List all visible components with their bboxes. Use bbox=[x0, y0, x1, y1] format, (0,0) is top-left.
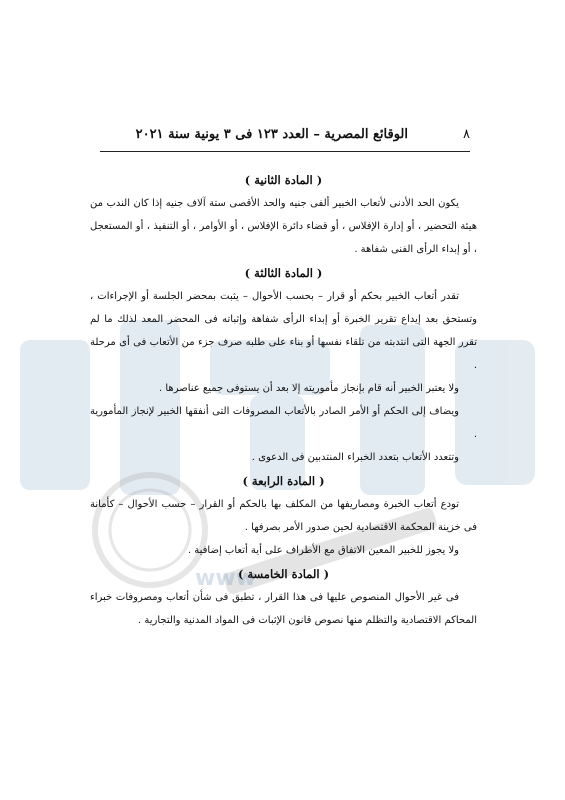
page-header bbox=[100, 123, 470, 152]
article-paragraph: ولا يعتبر الخبير أنه قام بإنجاز مأموريته إلا بعد أن يستوفى جميع عناصرها . bbox=[159, 383, 459, 394]
article-five bbox=[90, 562, 477, 632]
article-paragraph: فى غير الأحوال المنصوص عليها فى هذا القرار ، تطبق فى شأن أتعاب ومصروفات خبراء المحاكم الاقتصادية والتظلم منها نصوص قانون الإثبات فى المواد المدنية والتجارية . bbox=[90, 592, 477, 626]
gazette-issue-title: الوقائع المصرية – العدد ١٢٣ فى ٣ يونية سنة ٢٠٢١ bbox=[135, 127, 408, 142]
article-paragraph: ويضاف إلى الحكم أو الأمر الصادر بالأتعاب المصروفات التى أنفقها الخبير لإنجاز المأمورية . bbox=[90, 406, 477, 440]
article-heading: ( المادة الخامسة ) bbox=[237, 567, 330, 581]
article-paragraph: تودع أتعاب الخبرة ومصاريفها من المكلف بها بالحكم أو القرار – حسب الأحوال – كأمانة فى خزينة المحكمة الاقتصادية لحين صدور الأمر بصرفها . bbox=[90, 499, 477, 533]
article-three bbox=[90, 261, 477, 469]
article-heading: ( المادة الثانية ) bbox=[244, 173, 323, 187]
article-paragraph: ولا يجوز للخبير المعين الاتفاق مع الأطراف على أية أتعاب إضافية . bbox=[187, 545, 459, 556]
article-heading: ( المادة الرابعة ) bbox=[242, 474, 325, 488]
article-two bbox=[90, 168, 477, 261]
article-paragraph: وتتعدد الأتعاب بتعدد الخبراء المنتدبين فى الدعوى . bbox=[251, 452, 459, 463]
watermark-text: www bbox=[195, 566, 256, 591]
article-four bbox=[90, 469, 477, 562]
page-number: ٨ bbox=[463, 127, 470, 142]
decree-body bbox=[90, 168, 477, 632]
article-heading: ( المادة الثالثة ) bbox=[244, 266, 323, 280]
article-paragraph: تقدر أتعاب الخبير بحكم أو قرار – بحسب الأحوال – يثبت بمحضر الجلسة أو الإجراءات ، وتستحق بعد إيداع تقرير الخبرة أو إبداء الرأى شفاهة وإثباته فى المحضر المعد لذلك ما لم تقرر الجهة التى انتدبته من تلقاء نفسها أو بناء على طلبه صرف جزء من الأتعاب فى أى مرحلة . bbox=[90, 291, 477, 371]
article-paragraph: يكون الحد الأدنى لأتعاب الخبير ألفى جنيه والحد الأقصى ستة آلاف جنيه إذا كان الندب من هيئة التحضير ، أو إدارة الإفلاس ، أو قضاء دائرة الإفلاس ، أو الأوامر ، أو التنفيذ ، أو المستعجل ، أو إبداء الرأى الفنى شفاهة . bbox=[90, 198, 477, 255]
